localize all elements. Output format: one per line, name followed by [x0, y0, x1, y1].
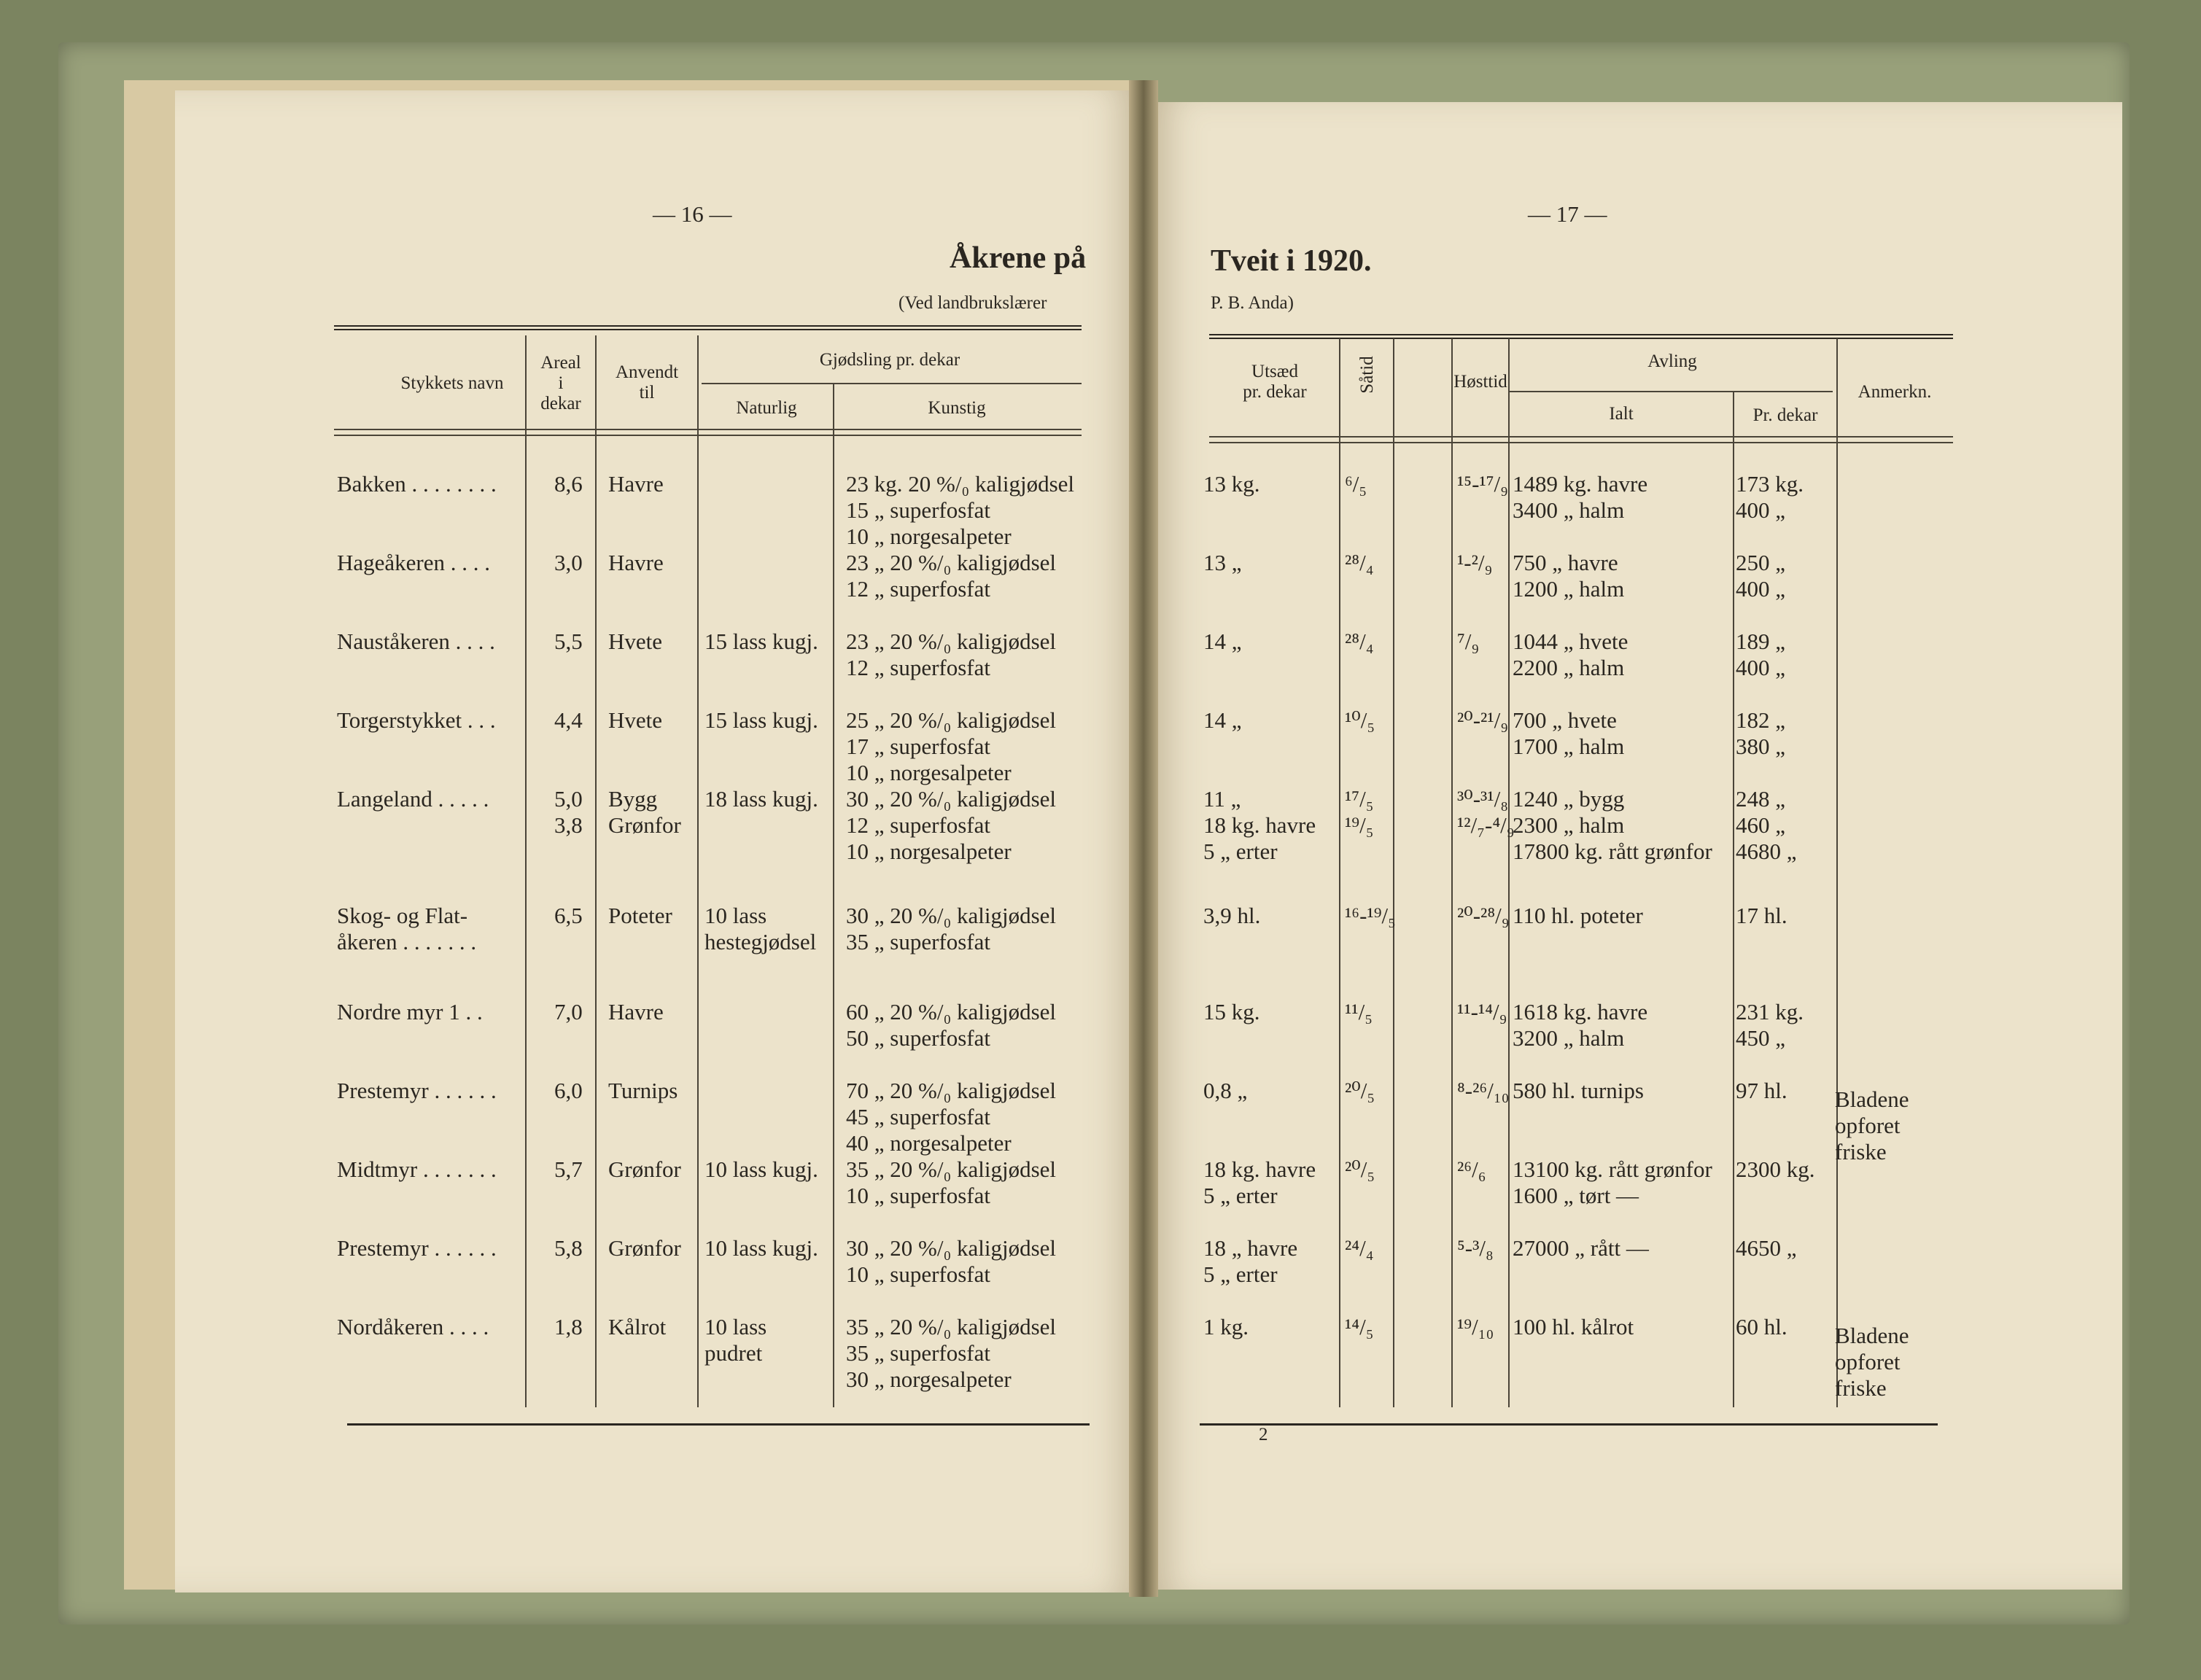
row-hosttid: ¹⁵-¹⁷/₉	[1457, 471, 1508, 497]
row-anvendt: Kålrot	[608, 1314, 667, 1339]
row-utsaed: 0,8 „	[1203, 1078, 1248, 1103]
row-anvendt: Havre	[608, 471, 664, 497]
row-name	[337, 903, 476, 955]
row-prdekar: 460 „	[1736, 812, 1786, 838]
row-utsaed: 15 kg.	[1203, 999, 1260, 1024]
row-ialt: 17800 kg. rått grønfor	[1513, 839, 1712, 864]
row-ialt: 580 hl. turnips	[1513, 1078, 1644, 1103]
row-naturlig-line: hestegjødsel	[704, 929, 817, 954]
row-ialt: 1700 „ halm	[1513, 734, 1625, 759]
header-avling	[1510, 351, 1835, 372]
row-anvendt-line: Grønfor	[608, 812, 681, 838]
row-kunstig: 10 „ superfosfat	[846, 1261, 990, 1287]
row-areal: 6,0	[554, 1078, 583, 1103]
header-prdekar	[1734, 405, 1836, 426]
row-utsaed: 13 „	[1203, 550, 1242, 575]
row-areal	[554, 786, 583, 839]
row-prdekar: 400 „	[1736, 655, 1786, 680]
header-saatid: Såtid	[1357, 356, 1377, 394]
row-kunstig: 23 kg. 20 %/₀ kaligjødsel	[846, 471, 1075, 497]
row-saatid: ¹⁶-¹⁹/₅	[1345, 903, 1396, 928]
row-kunstig: 50 „ superfosfat	[846, 1025, 990, 1051]
row-prdekar: 380 „	[1736, 734, 1786, 759]
row-ialt: 27000 „ rått —	[1513, 1235, 1649, 1261]
row-kunstig: 12 „ superfosfat	[846, 576, 990, 602]
row-hosttid: ¹-²/₉	[1457, 550, 1493, 575]
row-name: Bakken . . . . . . . .	[337, 471, 497, 497]
row-ialt: 1200 „ halm	[1513, 576, 1625, 602]
row-utsaed: 1 kg.	[1203, 1314, 1249, 1339]
row-saatid: ²⁰/₅	[1345, 1078, 1375, 1103]
row-naturlig-line: 10 lass	[704, 903, 767, 928]
row-prdekar: 400 „	[1736, 497, 1786, 523]
row-kunstig: 35 „ 20 %/₀ kaligjødsel	[846, 1156, 1057, 1182]
header-anmerkn-line: Anmerkn.	[1858, 382, 1932, 402]
row-saatid-line: ¹⁷/₅	[1345, 786, 1374, 812]
row-kunstig: 10 „ norgesalpeter	[846, 524, 1012, 549]
row-areal: 6,5	[554, 903, 583, 928]
row-utsaed: 13 kg.	[1203, 471, 1260, 497]
row-kunstig: 10 „ superfosfat	[846, 1183, 990, 1208]
row-prdekar: 4680 „	[1736, 839, 1797, 864]
header-areal-line: i	[558, 373, 564, 393]
row-anmerkn-line: friske	[1835, 1375, 1887, 1401]
row-ialt: 1600 „ tørt —	[1513, 1183, 1639, 1208]
row-ialt: 700 „ hvete	[1513, 707, 1617, 733]
row-hosttid: ⁸-²⁶/₁₀	[1457, 1078, 1510, 1103]
row-kunstig: 23 „ 20 %/₀ kaligjødsel	[846, 629, 1057, 654]
row-anvendt: Grønfor	[608, 1156, 681, 1182]
row-kunstig: 10 „ norgesalpeter	[846, 839, 1012, 864]
row-kunstig: 35 „ 20 %/₀ kaligjødsel	[846, 1314, 1057, 1339]
row-anvendt: Grønfor	[608, 1235, 681, 1261]
row-kunstig: 30 „ norgesalpeter	[846, 1366, 1012, 1392]
right-column-divider	[1733, 391, 1734, 1407]
row-hosttid-line: ³⁰-³¹/₈	[1457, 786, 1509, 812]
row-kunstig: 40 „ norgesalpeter	[846, 1130, 1012, 1156]
header-hosttid-line: Høsttid	[1453, 372, 1507, 392]
header-ialt	[1510, 404, 1733, 424]
row-name-line: Skog- og Flat-	[337, 903, 468, 928]
row-prdekar: 182 „	[1736, 707, 1786, 733]
header-anvendt-line: Anvendt	[615, 362, 679, 382]
row-kunstig: 25 „ 20 %/₀ kaligjødsel	[846, 707, 1057, 733]
right-column-divider	[1393, 338, 1394, 1407]
right-header-bottom-rule2	[1209, 442, 1953, 443]
row-ialt: 2300 „ halm	[1513, 812, 1625, 838]
row-kunstig: 60 „ 20 %/₀ kaligjødsel	[846, 999, 1057, 1024]
right-table-top-rule	[1209, 334, 1953, 339]
row-ialt: 13100 kg. rått grønfor	[1513, 1156, 1712, 1182]
row-areal: 1,8	[554, 1314, 583, 1339]
row-kunstig: 45 „ superfosfat	[846, 1104, 990, 1129]
row-naturlig: 15 lass kugj.	[704, 707, 818, 733]
right-column-divider	[1508, 338, 1510, 1407]
left-header-bottom-rule	[334, 429, 1082, 430]
header-avling-line: Avling	[1647, 351, 1697, 371]
row-prdekar: 4650 „	[1736, 1235, 1797, 1261]
row-anmerkn	[1835, 1323, 1909, 1401]
row-areal: 5,7	[554, 1156, 583, 1182]
row-name: Midtmyr . . . . . . .	[337, 1156, 497, 1182]
row-hosttid: ¹⁹/₁₀	[1457, 1314, 1494, 1339]
header-utsaed-line: pr. dekar	[1243, 382, 1307, 402]
row-areal: 5,5	[554, 629, 583, 654]
row-areal: 7,0	[554, 999, 583, 1024]
row-saatid-line: ¹⁹/₅	[1345, 812, 1374, 838]
row-kunstig: 12 „ superfosfat	[846, 812, 990, 838]
row-saatid: ²⁸/₄	[1345, 550, 1374, 575]
header-naturlig	[700, 398, 833, 419]
right-page-number: — 17 —	[1528, 201, 1607, 227]
row-anmerkn-line: opforet	[1835, 1113, 1901, 1138]
row-kunstig: 30 „ 20 %/₀ kaligjødsel	[846, 903, 1057, 928]
row-anvendt: Havre	[608, 550, 664, 575]
row-anvendt: Hvete	[608, 629, 663, 654]
row-naturlig-line: pudret	[704, 1340, 763, 1366]
row-areal: 5,8	[554, 1235, 583, 1261]
row-anmerkn-line: Bladene	[1835, 1323, 1909, 1348]
row-prdekar: 97 hl.	[1736, 1078, 1787, 1103]
right-column-divider	[1451, 338, 1453, 1407]
row-kunstig: 10 „ norgesalpeter	[846, 760, 1012, 785]
row-naturlig: 10 lass kugj.	[704, 1156, 818, 1182]
left-column-divider	[697, 335, 699, 1407]
row-prdekar: 189 „	[1736, 629, 1786, 654]
row-saatid: ²⁴/₄	[1345, 1235, 1374, 1261]
row-anvendt: Turnips	[608, 1078, 678, 1103]
left-header-bottom-rule2	[334, 435, 1082, 436]
row-anmerkn-line: Bladene	[1835, 1086, 1909, 1112]
row-prdekar: 400 „	[1736, 576, 1786, 602]
row-hosttid	[1457, 786, 1515, 839]
row-areal: 4,4	[554, 707, 583, 733]
row-name: Prestemyr . . . . . .	[337, 1235, 497, 1261]
header-areal-line: dekar	[540, 394, 581, 413]
row-anmerkn-line: opforet	[1835, 1349, 1901, 1374]
row-ialt: 1044 „ hvete	[1513, 629, 1629, 654]
right-table-bottom-rule	[1200, 1423, 1938, 1426]
row-anvendt-line: Bygg	[608, 786, 658, 812]
row-areal: 3,0	[554, 550, 583, 575]
header-anvendt	[597, 362, 697, 403]
row-utsaed: 5 „ erter	[1203, 839, 1278, 864]
row-naturlig: 18 lass kugj.	[704, 786, 818, 812]
book-gutter	[1129, 80, 1158, 1597]
header-gjodsling	[700, 350, 1079, 370]
left-table-top-rule	[334, 325, 1082, 330]
row-hosttid: ²⁶/₆	[1457, 1156, 1486, 1182]
row-ialt: 2200 „ halm	[1513, 655, 1625, 680]
row-utsaed: 18 kg. havre	[1203, 1156, 1316, 1182]
row-prdekar: 248 „	[1736, 786, 1786, 812]
row-name: Nordåkeren . . . .	[337, 1314, 489, 1339]
row-naturlig-line: 10 lass	[704, 1314, 767, 1339]
row-kunstig: 30 „ 20 %/₀ kaligjødsel	[846, 1235, 1057, 1261]
row-prdekar: 450 „	[1736, 1025, 1786, 1051]
row-name: Nordre myr 1 . .	[337, 999, 483, 1024]
right-page-footer: 2	[1259, 1425, 1268, 1444]
row-naturlig: 10 lass kugj.	[704, 1235, 818, 1261]
row-ialt: 3400 „ halm	[1513, 497, 1625, 523]
header-areal-line: Areal	[540, 353, 581, 373]
row-name: Prestemyr . . . . . .	[337, 1078, 497, 1103]
header-anvendt-line: til	[639, 383, 655, 402]
left-page-number: — 16 —	[653, 201, 732, 227]
row-name: Langeland . . . . .	[337, 786, 489, 812]
row-saatid: ²⁰/₅	[1345, 1156, 1375, 1182]
row-naturlig	[704, 1314, 766, 1366]
row-utsaed: 5 „ erter	[1203, 1261, 1278, 1287]
left-page-title: Åkrene på	[950, 241, 1087, 275]
row-name: Torgerstykket . . .	[337, 707, 496, 733]
left-table-bottom-rule	[347, 1423, 1090, 1426]
row-saatid	[1345, 786, 1374, 839]
row-kunstig: 35 „ superfosfat	[846, 929, 990, 954]
row-kunstig: 30 „ 20 %/₀ kaligjødsel	[846, 786, 1057, 812]
row-kunstig: 12 „ superfosfat	[846, 655, 990, 680]
row-ialt: 1489 kg. havre	[1513, 471, 1648, 497]
row-areal-line: 5,0	[554, 786, 583, 812]
left-column-divider	[833, 383, 834, 1407]
header-utsaed-line: Utsæd	[1251, 362, 1298, 381]
row-anvendt: Poteter	[608, 903, 672, 928]
right-header-bottom-rule	[1209, 436, 1953, 438]
header-ialt-line: Ialt	[1609, 404, 1634, 424]
left-column-divider	[525, 335, 527, 1407]
row-utsaed: 14 „	[1203, 629, 1242, 654]
row-prdekar: 250 „	[1736, 550, 1786, 575]
right-column-divider	[1836, 338, 1838, 1407]
row-name: Nauståkeren . . . .	[337, 629, 495, 654]
header-kunstig	[834, 398, 1079, 419]
row-kunstig: 17 „ superfosfat	[846, 734, 990, 759]
row-prdekar: 173 kg.	[1736, 471, 1804, 497]
row-kunstig: 70 „ 20 %/₀ kaligjødsel	[846, 1078, 1057, 1103]
row-name-line: åkeren . . . . . . .	[337, 929, 477, 954]
row-kunstig: 35 „ superfosfat	[846, 1340, 990, 1366]
row-naturlig	[704, 903, 816, 955]
row-utsaed: 14 „	[1203, 707, 1242, 733]
row-saatid: ¹⁴/₅	[1345, 1314, 1374, 1339]
header-stykkets-navn-line: Stykkets navn	[400, 373, 504, 393]
header-utsaed	[1211, 362, 1339, 402]
header-kunstig-line: Kunstig	[928, 398, 986, 418]
row-prdekar: 60 hl.	[1736, 1314, 1787, 1339]
row-ialt: 110 hl. poteter	[1513, 903, 1643, 928]
header-hosttid	[1453, 372, 1508, 392]
row-hosttid: ²⁰-²¹/₉	[1457, 707, 1509, 733]
row-kunstig: 23 „ 20 %/₀ kaligjødsel	[846, 550, 1057, 575]
row-utsaed: 18 „ havre	[1203, 1235, 1298, 1261]
row-hosttid: ¹¹-¹⁴/₉	[1457, 999, 1507, 1024]
right-page-subtitle: P. B. Anda)	[1211, 293, 1294, 313]
row-prdekar: 2300 kg.	[1736, 1156, 1815, 1182]
row-saatid: ¹⁰/₅	[1345, 707, 1375, 733]
row-hosttid-line: ¹²/₇-⁴/₉	[1457, 812, 1515, 838]
row-utsaed: 18 kg. havre	[1203, 812, 1316, 838]
right-page-title: Tveit i 1920.	[1211, 244, 1372, 278]
row-naturlig: 15 lass kugj.	[704, 629, 818, 654]
header-prdekar-line: Pr. dekar	[1752, 405, 1818, 425]
row-kunstig: 15 „ superfosfat	[846, 497, 990, 523]
row-prdekar: 17 hl.	[1736, 903, 1787, 928]
header-naturlig-line: Naturlig	[736, 398, 797, 418]
left-column-divider	[595, 335, 597, 1407]
row-anmerkn	[1835, 1086, 1909, 1165]
row-utsaed: 5 „ erter	[1203, 1183, 1278, 1208]
gjodsling-sub-rule	[702, 383, 1082, 384]
row-saatid: ¹¹/₅	[1345, 999, 1373, 1024]
row-utsaed: 11 „	[1203, 786, 1241, 812]
header-anmerkn	[1838, 382, 1952, 402]
row-utsaed: 3,9 hl.	[1203, 903, 1261, 928]
row-hosttid: ⁷/₉	[1457, 629, 1480, 654]
left-page-subtitle: (Ved landbrukslærer	[898, 293, 1047, 313]
avling-sub-rule	[1508, 391, 1833, 392]
row-ialt: 100 hl. kålrot	[1513, 1314, 1634, 1339]
row-saatid: ²⁸/₄	[1345, 629, 1374, 654]
row-ialt: 3200 „ halm	[1513, 1025, 1625, 1051]
row-ialt: 1240 „ bygg	[1513, 786, 1625, 812]
row-anmerkn-line: friske	[1835, 1139, 1887, 1164]
row-anvendt: Hvete	[608, 707, 663, 733]
header-gjodsling-line: Gjødsling pr. dekar	[819, 350, 960, 370]
row-anvendt: Havre	[608, 999, 664, 1024]
row-ialt: 1618 kg. havre	[1513, 999, 1648, 1024]
row-ialt: 750 „ havre	[1513, 550, 1618, 575]
row-name: Hageåkeren . . . .	[337, 550, 491, 575]
row-areal: 8,6	[554, 471, 583, 497]
header-areal	[527, 353, 595, 414]
right-column-divider	[1339, 338, 1340, 1407]
row-hosttid: ²⁰-²⁸/₉	[1457, 903, 1510, 928]
row-hosttid: ⁵-³/₈	[1457, 1235, 1494, 1261]
row-areal-line: 3,8	[554, 812, 583, 838]
row-anvendt	[608, 786, 681, 839]
row-saatid: ⁶/₅	[1345, 471, 1367, 497]
row-prdekar: 231 kg.	[1736, 999, 1804, 1024]
